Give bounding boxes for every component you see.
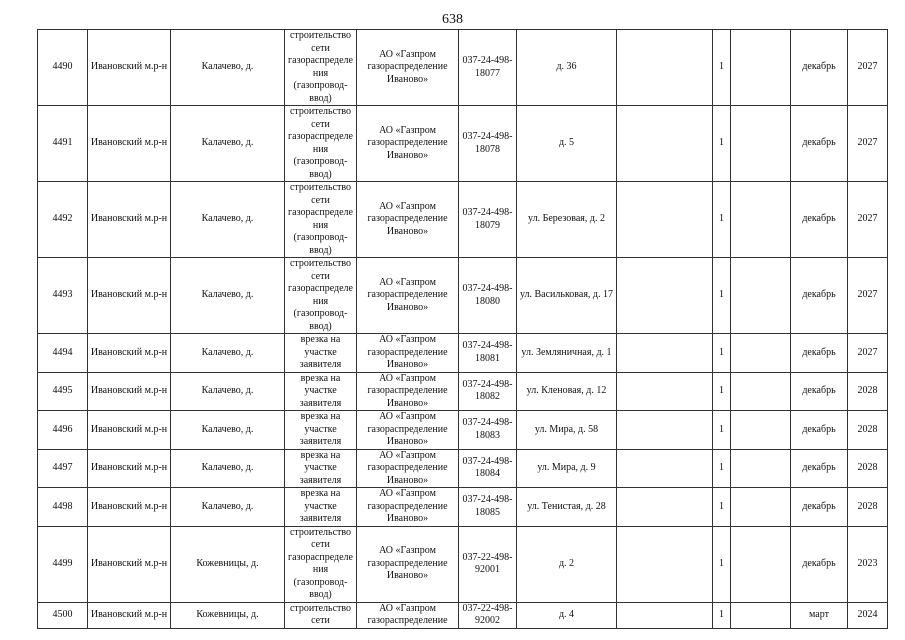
work-type-cell: врезка на участке заявителя	[285, 488, 357, 527]
work-type-cell: строительство сети	[285, 602, 357, 628]
address-cell: ул. Кленовая, д. 12	[517, 372, 617, 411]
year-cell: 2027	[848, 182, 888, 258]
quantity-cell: 1	[713, 449, 731, 488]
organization-cell: АО «Газпром газораспределение Иваново»	[357, 411, 459, 450]
district-cell: Ивановский м.р-н	[88, 106, 171, 182]
empty-cell	[731, 526, 791, 602]
month-cell: декабрь	[791, 30, 848, 106]
district-cell: Ивановский м.р-н	[88, 488, 171, 527]
empty-cell	[731, 411, 791, 450]
locality-cell: Калачево, д.	[171, 106, 285, 182]
locality-cell: Кожевницы, д.	[171, 526, 285, 602]
address-cell: ул. Березовая, д. 2	[517, 182, 617, 258]
quantity-cell: 1	[713, 106, 731, 182]
district-cell: Ивановский м.р-н	[88, 182, 171, 258]
row-number-cell: 4496	[38, 411, 88, 450]
year-cell: 2028	[848, 411, 888, 450]
row-number-cell: 4500	[38, 602, 88, 628]
month-cell: декабрь	[791, 334, 848, 373]
organization-cell: АО «Газпром газораспределение Иваново»	[357, 488, 459, 527]
table-body	[38, 30, 888, 629]
row-number-cell: 4493	[38, 258, 88, 334]
empty-cell	[617, 526, 713, 602]
work-type-cell: строительство сети газораспределения (газопровод-ввод)	[285, 182, 357, 258]
row-number-cell: 4497	[38, 449, 88, 488]
year-cell: 2028	[848, 372, 888, 411]
organization-cell: АО «Газпром газораспределение Иваново»	[357, 334, 459, 373]
object-code-cell: 037-24-498-18079	[459, 182, 517, 258]
quantity-cell: 1	[713, 602, 731, 628]
empty-cell	[731, 372, 791, 411]
locality-cell: Калачево, д.	[171, 449, 285, 488]
object-code-cell: 037-24-498-18080	[459, 258, 517, 334]
district-cell: Ивановский м.р-н	[88, 602, 171, 628]
object-code-cell: 037-24-498-18081	[459, 334, 517, 373]
month-cell: декабрь	[791, 372, 848, 411]
empty-cell	[617, 334, 713, 373]
table-row	[38, 106, 888, 182]
quantity-cell: 1	[713, 30, 731, 106]
year-cell: 2028	[848, 449, 888, 488]
organization-cell: АО «Газпром газораспределение Иваново»	[357, 526, 459, 602]
empty-cell	[731, 602, 791, 628]
address-cell: ул. Мира, д. 58	[517, 411, 617, 450]
row-number-cell: 4495	[38, 372, 88, 411]
quantity-cell: 1	[713, 411, 731, 450]
locality-cell: Калачево, д.	[171, 372, 285, 411]
district-cell: Ивановский м.р-н	[88, 334, 171, 373]
empty-cell	[731, 30, 791, 106]
locality-cell: Калачево, д.	[171, 258, 285, 334]
month-cell: декабрь	[791, 411, 848, 450]
district-cell: Ивановский м.р-н	[88, 258, 171, 334]
page-number: 638	[442, 12, 463, 27]
address-cell: д. 5	[517, 106, 617, 182]
address-cell: ул. Васильковая, д. 17	[517, 258, 617, 334]
empty-cell	[617, 602, 713, 628]
organization-cell: АО «Газпром газораспределение Иваново»	[357, 106, 459, 182]
district-cell: Ивановский м.р-н	[88, 30, 171, 106]
table-row	[38, 526, 888, 602]
district-cell: Ивановский м.р-н	[88, 411, 171, 450]
address-cell: ул. Мира, д. 9	[517, 449, 617, 488]
quantity-cell: 1	[713, 488, 731, 527]
organization-cell: АО «Газпром газораспределение	[357, 602, 459, 628]
year-cell: 2027	[848, 334, 888, 373]
year-cell: 2028	[848, 488, 888, 527]
year-cell: 2027	[848, 258, 888, 334]
organization-cell: АО «Газпром газораспределение Иваново»	[357, 182, 459, 258]
month-cell: декабрь	[791, 106, 848, 182]
row-number-cell: 4499	[38, 526, 88, 602]
quantity-cell: 1	[713, 526, 731, 602]
empty-cell	[731, 182, 791, 258]
empty-cell	[617, 258, 713, 334]
work-type-cell: строительство сети газораспределения (газопровод-ввод)	[285, 106, 357, 182]
empty-cell	[731, 106, 791, 182]
table-row	[38, 449, 888, 488]
object-code-cell: 037-22-498-92001	[459, 526, 517, 602]
object-code-cell: 037-22-498-92002	[459, 602, 517, 628]
organization-cell: АО «Газпром газораспределение Иваново»	[357, 30, 459, 106]
row-number-cell: 4498	[38, 488, 88, 527]
organization-cell: АО «Газпром газораспределение Иваново»	[357, 449, 459, 488]
district-cell: Ивановский м.р-н	[88, 449, 171, 488]
month-cell: март	[791, 602, 848, 628]
locality-cell: Калачево, д.	[171, 182, 285, 258]
year-cell: 2023	[848, 526, 888, 602]
quantity-cell: 1	[713, 334, 731, 373]
empty-cell	[617, 106, 713, 182]
row-number-cell: 4494	[38, 334, 88, 373]
address-cell: ул. Земляничная, д. 1	[517, 334, 617, 373]
table-row	[38, 372, 888, 411]
work-type-cell: врезка на участке заявителя	[285, 372, 357, 411]
object-code-cell: 037-24-498-18085	[459, 488, 517, 527]
empty-cell	[731, 334, 791, 373]
month-cell: декабрь	[791, 449, 848, 488]
work-type-cell: врезка на участке заявителя	[285, 334, 357, 373]
locality-cell: Калачево, д.	[171, 411, 285, 450]
empty-cell	[617, 488, 713, 527]
row-number-cell: 4492	[38, 182, 88, 258]
address-cell: д. 4	[517, 602, 617, 628]
address-cell: ул. Тенистая, д. 28	[517, 488, 617, 527]
locality-cell: Калачево, д.	[171, 30, 285, 106]
month-cell: декабрь	[791, 182, 848, 258]
empty-cell	[731, 488, 791, 527]
address-cell: д. 2	[517, 526, 617, 602]
quantity-cell: 1	[713, 182, 731, 258]
year-cell: 2027	[848, 106, 888, 182]
empty-cell	[617, 411, 713, 450]
row-number-cell: 4490	[38, 30, 88, 106]
organization-cell: АО «Газпром газораспределение Иваново»	[357, 372, 459, 411]
month-cell: декабрь	[791, 258, 848, 334]
object-code-cell: 037-24-498-18082	[459, 372, 517, 411]
month-cell: декабрь	[791, 526, 848, 602]
locality-cell: Калачево, д.	[171, 488, 285, 527]
empty-cell	[731, 258, 791, 334]
empty-cell	[617, 30, 713, 106]
gas-connection-table	[37, 29, 888, 629]
table-row	[38, 602, 888, 628]
district-cell: Ивановский м.р-н	[88, 372, 171, 411]
locality-cell: Кожевницы, д.	[171, 602, 285, 628]
row-number-cell: 4491	[38, 106, 88, 182]
work-type-cell: врезка на участке заявителя	[285, 449, 357, 488]
quantity-cell: 1	[713, 258, 731, 334]
object-code-cell: 037-24-498-18083	[459, 411, 517, 450]
work-type-cell: строительство сети газораспределения (газопровод-ввод)	[285, 258, 357, 334]
table-row	[38, 258, 888, 334]
year-cell: 2027	[848, 30, 888, 106]
work-type-cell: врезка на участке заявителя	[285, 411, 357, 450]
month-cell: декабрь	[791, 488, 848, 527]
quantity-cell: 1	[713, 372, 731, 411]
work-type-cell: строительство сети газораспределения (газопровод-ввод)	[285, 526, 357, 602]
object-code-cell: 037-24-498-18077	[459, 30, 517, 106]
empty-cell	[617, 449, 713, 488]
empty-cell	[617, 372, 713, 411]
locality-cell: Калачево, д.	[171, 334, 285, 373]
district-cell: Ивановский м.р-н	[88, 526, 171, 602]
organization-cell: АО «Газпром газораспределение Иваново»	[357, 258, 459, 334]
table-row	[38, 488, 888, 527]
empty-cell	[617, 182, 713, 258]
table-row	[38, 411, 888, 450]
table-row	[38, 30, 888, 106]
object-code-cell: 037-24-498-18084	[459, 449, 517, 488]
empty-cell	[731, 449, 791, 488]
work-type-cell: строительство сети газораспределения (газопровод-ввод)	[285, 30, 357, 106]
object-code-cell: 037-24-498-18078	[459, 106, 517, 182]
year-cell: 2024	[848, 602, 888, 628]
table-row	[38, 182, 888, 258]
table-row	[38, 334, 888, 373]
address-cell: д. 36	[517, 30, 617, 106]
